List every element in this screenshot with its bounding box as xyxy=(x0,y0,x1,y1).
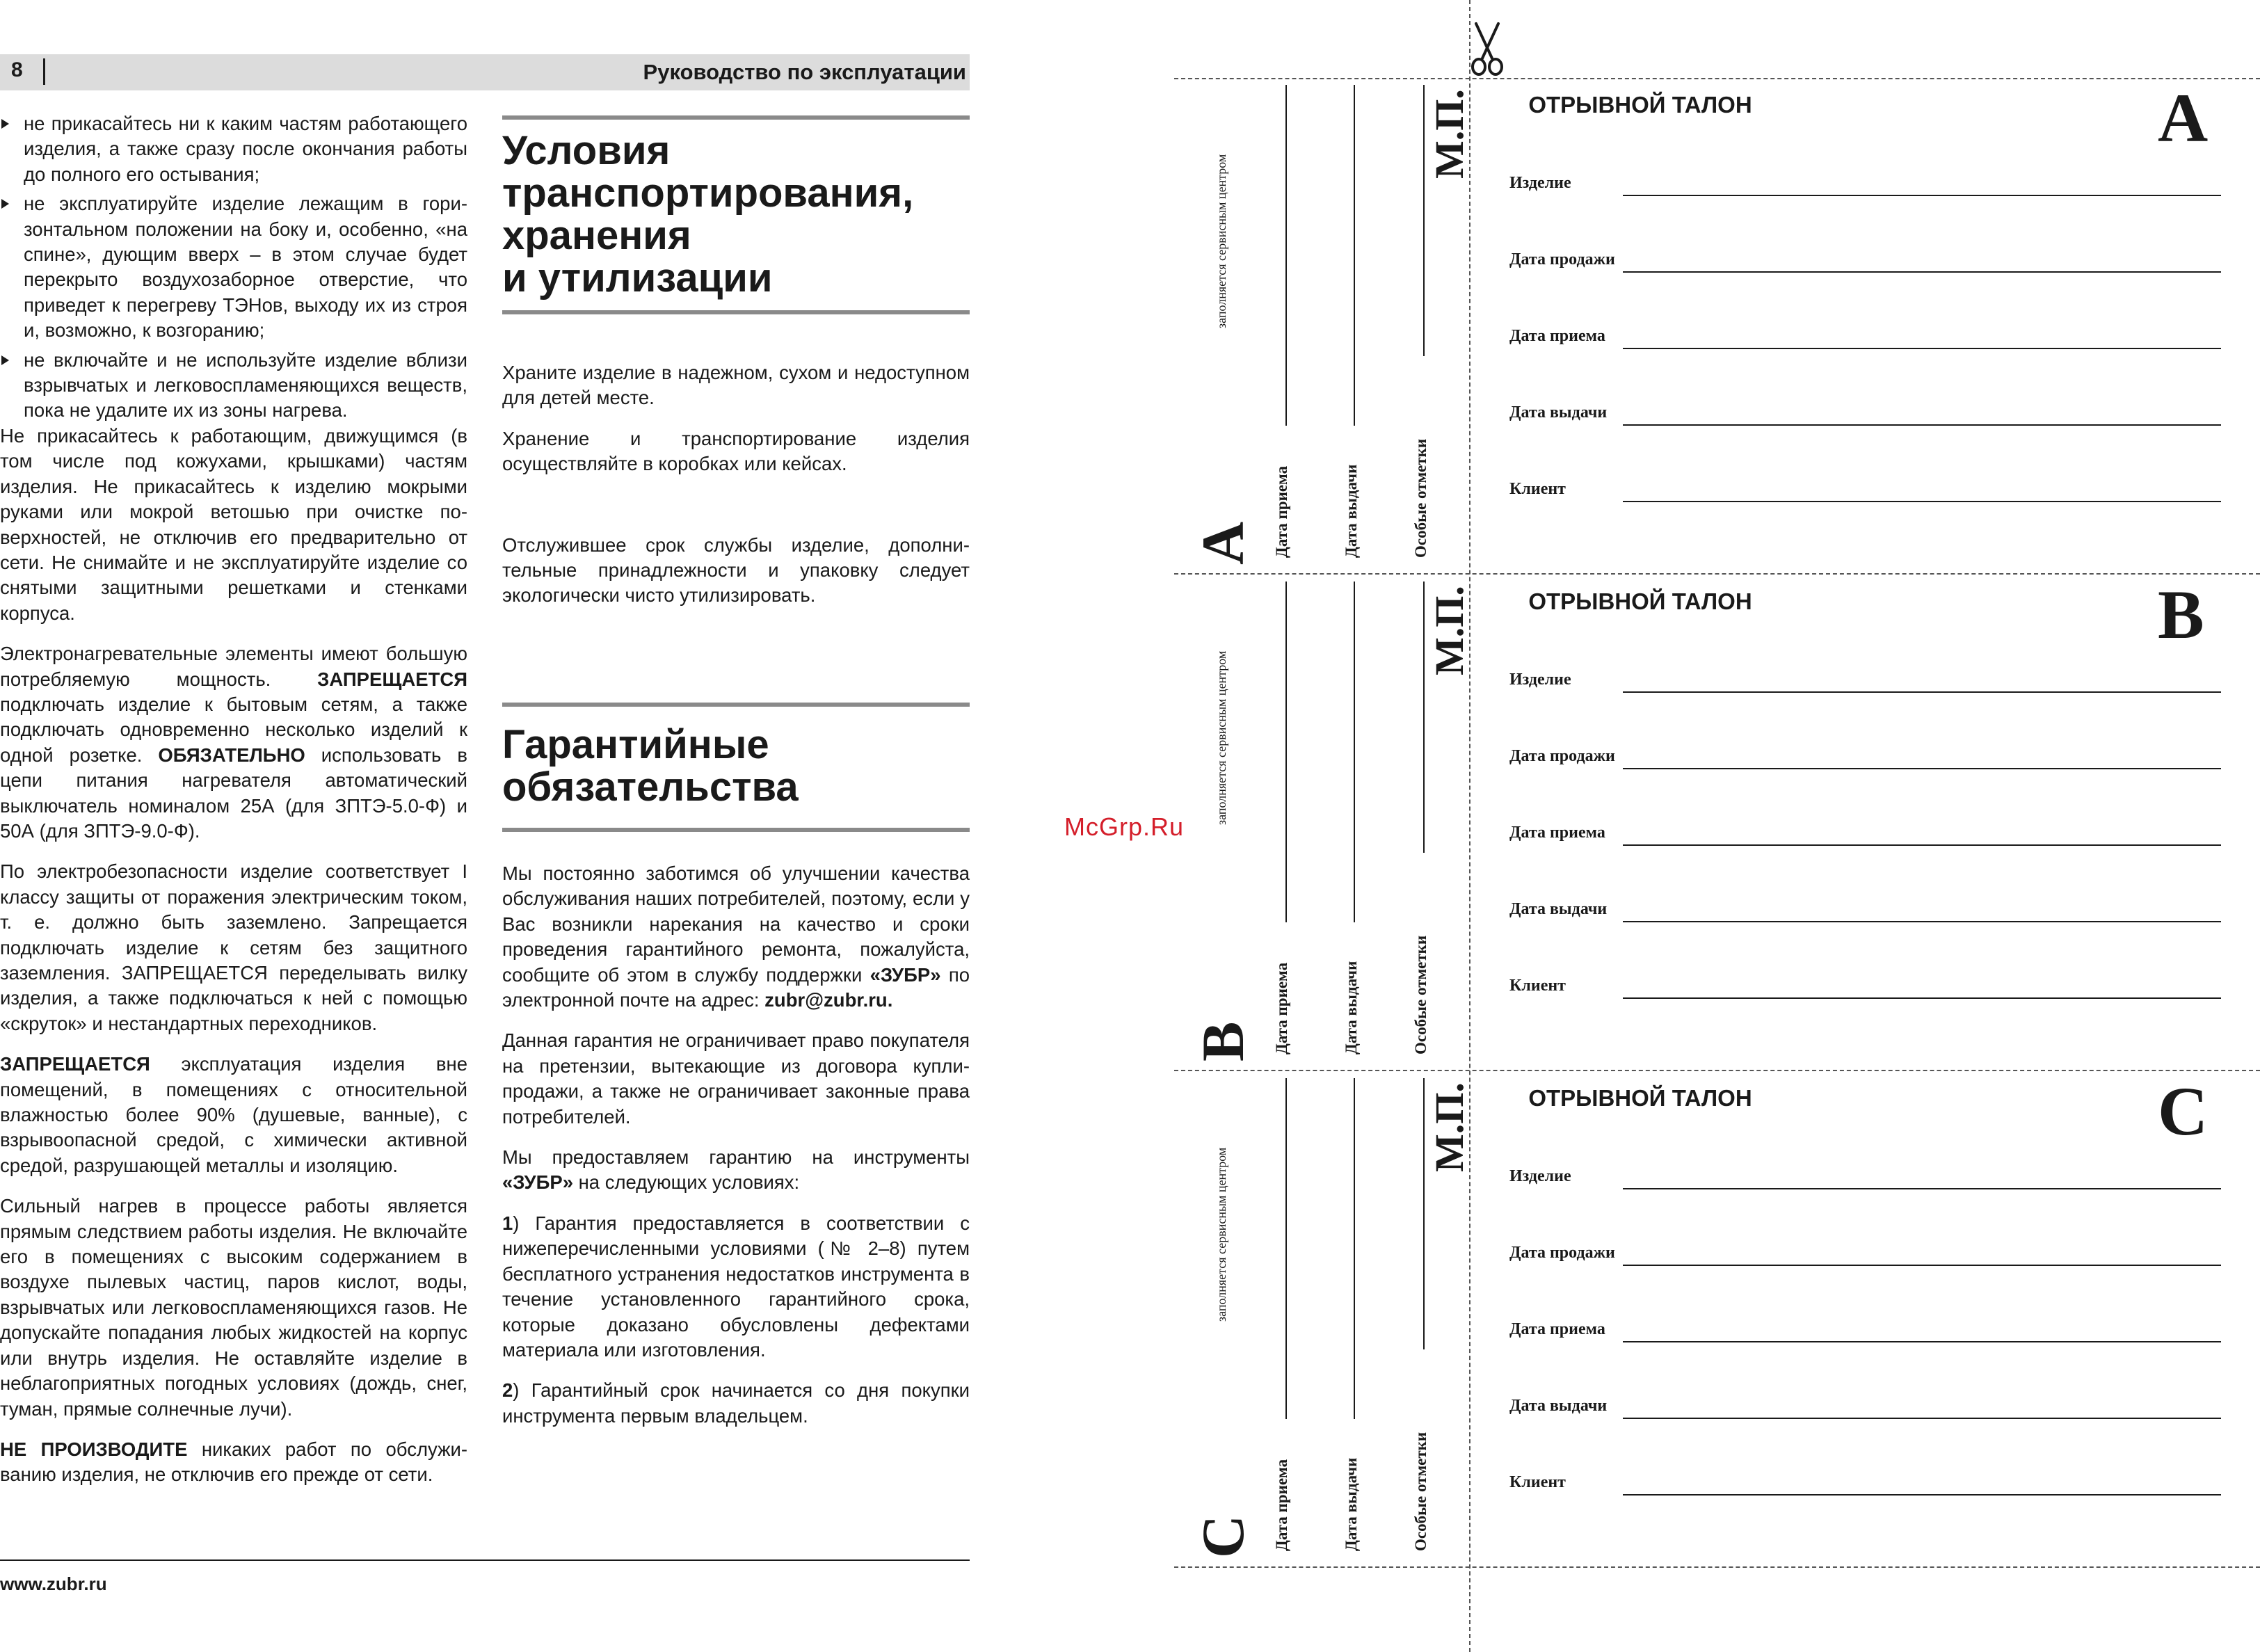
header-title: Руководство по эксплуатации xyxy=(643,60,966,84)
field-input-line[interactable] xyxy=(1623,921,2221,922)
bullet-item: не включайте и не используйте изделие вблизи взрывчатых и легковоспламеняющихся веществ, пока не удалите их из зоны нагрева. xyxy=(0,348,467,424)
field-input-line[interactable] xyxy=(1623,691,2221,693)
field-label: Изделие xyxy=(1509,174,1571,192)
field-input-line[interactable] xyxy=(1623,768,2221,769)
section-rule xyxy=(502,703,970,707)
left-column xyxy=(0,111,467,1503)
section-title-warranty: Гарантийные обязательства xyxy=(502,722,799,810)
field-label: Дата продажи xyxy=(1509,747,1615,765)
stub-letter: C xyxy=(1189,1514,1256,1558)
stub-note: заполняется сервисным центром xyxy=(1215,1147,1228,1322)
field-input-line[interactable] xyxy=(1623,501,2221,502)
paragraph: Мы предоставляем гарантию на инструменты «ЗУБР» на следующих условиях: xyxy=(502,1146,970,1194)
section-rule xyxy=(502,310,970,314)
stub-field: Особые отметки xyxy=(1412,1432,1429,1551)
field-label: Дата выдачи xyxy=(1509,900,1608,918)
field-input-line[interactable] xyxy=(1623,424,2221,426)
paragraph: Сильный нагрев в процессе работы является прямым следствием работы изделия. Не включайте его в помещениях с высоким содержанием в воздухе пылевых частиц, паров кислот, воды, взрывчатых или легковоспламеняющихся газов. Не допускайте попадания любых жидкостей на корпус или внутрь изделия. Не оставляйте изделие в неблагоприятных погодных условиях (дождь, снег, туман, прямые солнечные лучи). xyxy=(0,1195,467,1420)
stub-field: Дата выдачи xyxy=(1343,1457,1360,1551)
field-input-line[interactable] xyxy=(1623,1188,2221,1189)
paragraph: ЗАПРЕЩАЕТСЯ эксплуатация изделия вне помещений, в помещениях с относительной влажностью более 90% (душевые, ванные), с взрывоопасной средой, с химически активной средой, разрушающей металлы и изоляцию. xyxy=(0,1053,467,1176)
stub-field: Дата приема xyxy=(1273,465,1290,558)
paragraph: Отслужившее срок службы изделие, дополнительные принадлежности и упаковку следует экологически чисто утилизировать. xyxy=(502,534,970,607)
coupon-letter: B xyxy=(2158,576,2204,653)
bullet-item: не эксплуатируйте изделие лежащим в горизонтальном положении на боку и, особенно, «на спине», дующим вверх – в этом случае будет перекрыто воздухозаборное отверстие, что приведет к перегреву ТЭНов, выходу их из строя и, возможно, к возгоранию; xyxy=(0,191,467,343)
footer-url: www.zubr.ru xyxy=(0,1573,107,1594)
paragraph: По электробезопасности изделие соответствует I классу защиты от поражения электрическим током, т. е. должно быть заземлено. Запрещается подключать изделие к сетям без защитного заземления. ЗАПРЕЩАЕТСЯ переделывать вилку изделия, а также подключаться к ней с помощью «скруток» и нестандартных переходников. xyxy=(0,860,467,1034)
coupon-title: ОТРЫВНОЙ ТАЛОН xyxy=(1528,588,1752,614)
stub-note: заполняется сервисным центром xyxy=(1215,154,1228,328)
paragraph: 1) Гарантия предоставляется в соответствии с нижеперечисленными условиями (№ 2–8) путем бесплатного устранения недостатков инструмента в течение установленного гарантийного срока, которые доказано обусловлены дефектами материала или изготовления. xyxy=(502,1212,970,1361)
stub-note: заполняется сервисным центром xyxy=(1215,650,1228,825)
field-label: Изделие xyxy=(1509,1167,1571,1185)
field-label: Клиент xyxy=(1509,1473,1566,1491)
field-input-line[interactable] xyxy=(1623,271,2221,273)
field-label: Дата приема xyxy=(1509,1320,1605,1338)
field-input-line[interactable] xyxy=(1623,1494,2221,1495)
field-label: Дата продажи xyxy=(1509,1244,1615,1262)
coupon-c xyxy=(1174,1071,2260,1568)
stamp-label: М.П. xyxy=(1427,1082,1472,1172)
field-label: Дата выдачи xyxy=(1509,1397,1608,1415)
section-title-storage: Условия транспортирования, хранения и утилизации xyxy=(502,128,914,300)
footer-rule xyxy=(0,1559,970,1561)
coupon-letter: A xyxy=(2158,79,2209,157)
coupon-b xyxy=(1174,575,2260,1071)
stub-letter: B xyxy=(1189,1021,1256,1061)
paragraph: Данная гарантия не ограничивает право покупателя на претензии, вытекающие из договора купли-продажи, а также не ограничивает законные права потребителей. xyxy=(502,1029,970,1128)
coupon-letter: C xyxy=(2158,1073,2209,1150)
watermark: McGrp.Ru xyxy=(1064,812,1185,841)
stub-field: Дата выдачи xyxy=(1343,961,1360,1054)
field-input-line[interactable] xyxy=(1623,1265,2221,1266)
stamp-label: М.П. xyxy=(1427,89,1472,179)
paragraph: Мы постоянно заботимся об улучшении качества обслуживания наших потребителей, поэтому, если у Вас возникли нарекания на качество и сроки проведения гарантийного ремонта, пожалуйста, сообщите об этом в службу поддержки «ЗУБР» по электронной почте на адрес: zubr@zubr.ru. xyxy=(502,863,970,1011)
stub-field: Дата выдачи xyxy=(1343,464,1360,558)
field-label: Дата выдачи xyxy=(1509,403,1608,422)
stub-field: Дата приема xyxy=(1273,962,1290,1054)
paragraph: НЕ ПРОИЗВОДИТЕ никаких работ по обслуживанию изделия, не отключив его прежде от сети. xyxy=(0,1438,467,1486)
paragraph: Храните изделие в надежном, сухом и недоступном для детей месте. xyxy=(502,362,970,409)
field-label: Клиент xyxy=(1509,480,1566,498)
stub-field: Особые отметки xyxy=(1412,935,1429,1054)
paragraph: Электронагревательные элементы имеют большую потребляемую мощность. ЗАПРЕЩАЕТСЯ подключать изделие к бытовым сетям, а также подключать одновременно несколько изделий к одной розетке. ОБЯЗАТЕЛЬНО использовать в цепи питания нагревателя автоматический выключатель номиналом 25А (для ЗПТЭ-5.0-Ф) и 50А (для ЗПТЭ-9.0-Ф). xyxy=(0,643,467,842)
field-label: Дата приема xyxy=(1509,824,1605,842)
field-input-line[interactable] xyxy=(1623,997,2221,999)
storage-text xyxy=(502,360,970,624)
paragraph: Хранение и транспортирование изделия осуществляйте в коробках или кейсах. xyxy=(502,427,970,475)
field-label: Дата приема xyxy=(1509,327,1605,345)
header-divider xyxy=(43,58,45,85)
bullet-item: не прикасайтесь ни к каким частям работающего изделия, а также сразу после окончания работы до полного его остывания; xyxy=(0,111,467,187)
scissors-icon xyxy=(1469,21,1505,83)
field-input-line[interactable] xyxy=(1623,195,2221,196)
paragraph: Не прикасайтесь к работающим, движущимся (в том числе под кожухами, крышками) частям изделия. Не прикасайтесь к изделию мокрыми руками или мокрой ветошью при очистке поверхностей, не отключив его предварительно от сети. Не снимайте и не эксплуатируйте изделие со снятыми защитными решетками и стенками корпуса. xyxy=(0,424,467,624)
paragraph: 2) Гарантийный срок начинается со дня покупки инструмента первым владельцем. xyxy=(502,1379,970,1427)
field-label: Дата продажи xyxy=(1509,250,1615,268)
section-rule xyxy=(502,115,970,120)
coupon-title: ОТРЫВНОЙ ТАЛОН xyxy=(1528,92,1752,118)
field-label: Клиент xyxy=(1509,977,1566,995)
field-input-line[interactable] xyxy=(1623,844,2221,846)
field-input-line[interactable] xyxy=(1623,1341,2221,1342)
stub-field: Особые отметки xyxy=(1412,438,1429,558)
section-rule xyxy=(502,828,970,832)
stub-field: Дата приема xyxy=(1273,1459,1290,1551)
page-number: 8 xyxy=(11,58,23,81)
coupon-a xyxy=(1174,78,2260,575)
stamp-label: М.П. xyxy=(1427,586,1472,675)
field-label: Изделие xyxy=(1509,671,1571,689)
field-input-line[interactable] xyxy=(1623,348,2221,349)
warranty-text xyxy=(502,861,970,1444)
field-input-line[interactable] xyxy=(1623,1418,2221,1419)
stub-letter: A xyxy=(1189,521,1256,565)
coupon-title: ОТРЫВНОЙ ТАЛОН xyxy=(1528,1085,1752,1111)
